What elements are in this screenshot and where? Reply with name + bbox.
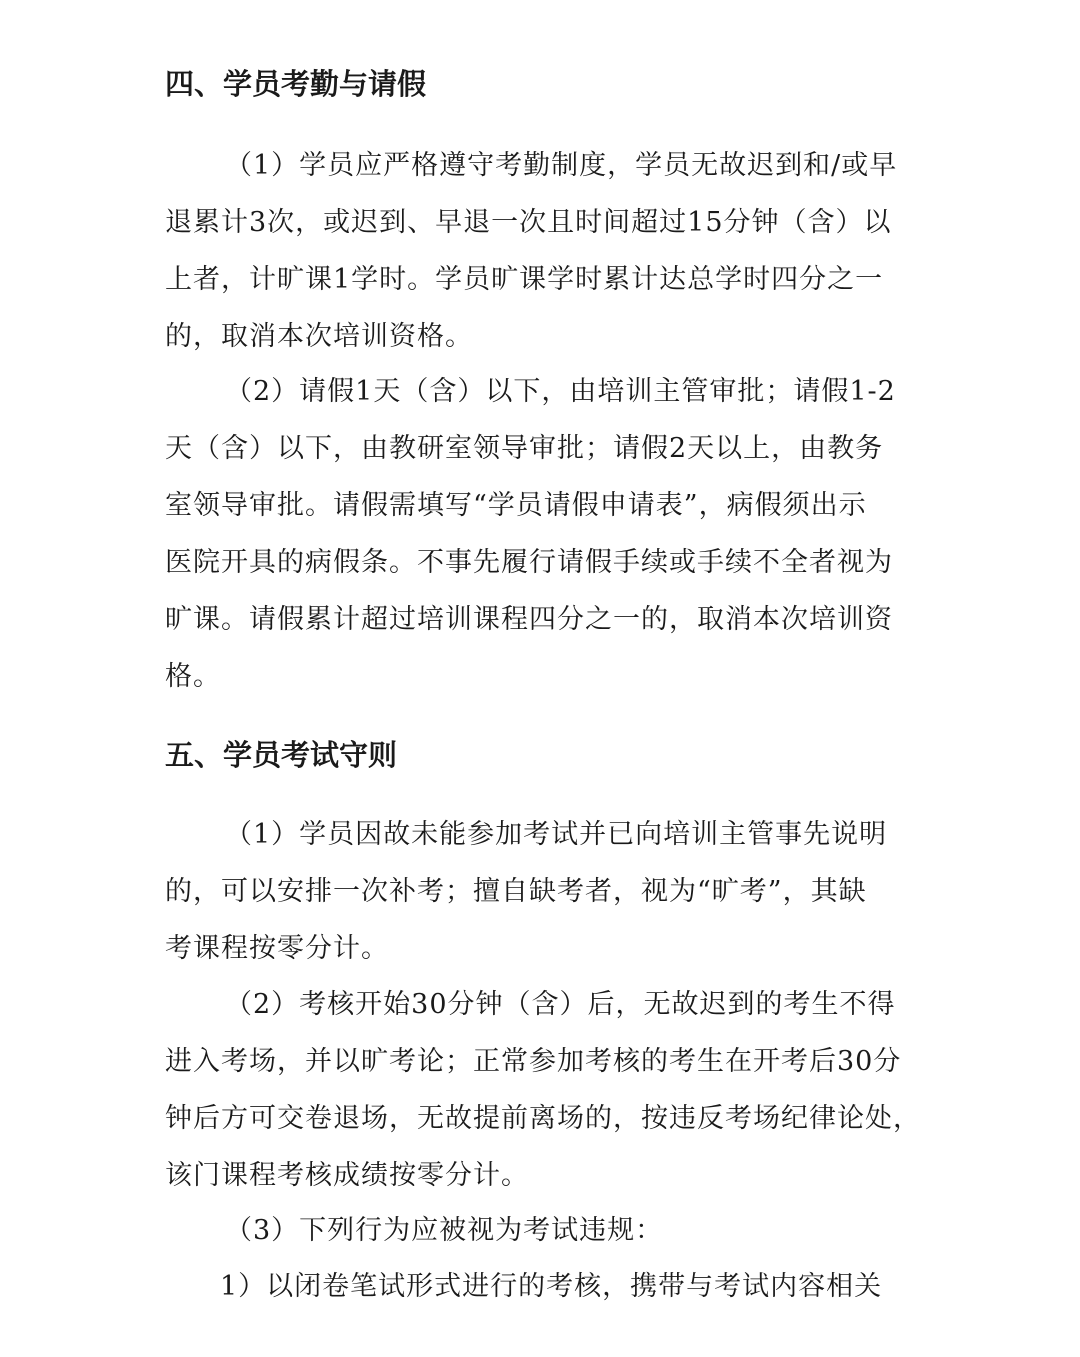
section-5-p2-line-2: 进入考场，并以旷考论；正常参加考核的考生在开考后30分 xyxy=(165,1046,902,1077)
section-5-p2-line-3: 钟后方可交卷退场，无故提前离场的，按违反考场纪律论处， xyxy=(165,1103,921,1134)
section-4-p2-line-5: 旷课。请假累计超过培训课程四分之一的，取消本次培训资 xyxy=(165,604,893,635)
section-5-p2-line-1: （2）考核开始30分钟（含）后，无故迟到的考生不得 xyxy=(225,989,896,1020)
section-5-p2-line-4: 该门课程考核成绩按零分计。 xyxy=(165,1160,529,1191)
section-5-heading: 五、学员考试守则 xyxy=(165,738,398,772)
section-4-p2-line-3: 室领导审批。请假需填写“学员请假申请表”，病假须出示 xyxy=(165,490,867,521)
section-4-p1-line-1: （1）学员应严格遵守考勤制度，学员无故迟到和/或早 xyxy=(225,150,898,181)
section-5-item1-line-1: 1）以闭卷笔试形式进行的考核，携带与考试内容相关 xyxy=(220,1271,883,1302)
section-5-p1-line-3: 考课程按零分计。 xyxy=(165,933,389,964)
section-4-p2-line-4: 医院开具的病假条。不事先履行请假手续或手续不全者视为 xyxy=(165,547,893,578)
section-4-p2-line-2: 天（含）以下，由教研室领导审批；请假2天以上，由教务 xyxy=(165,433,884,464)
section-5-p3-line-1: （3）下列行为应被视为考试违规： xyxy=(225,1215,664,1246)
section-4-p1-line-3: 上者，计旷课1学时。学员旷课学时累计达总学时四分之一 xyxy=(165,264,884,295)
section-5-p1-line-1: （1）学员因故未能参加考试并已向培训主管事先说明 xyxy=(225,819,888,850)
section-4-heading: 四、学员考勤与请假 xyxy=(165,67,427,101)
section-5-p1-line-2: 的，可以安排一次补考；擅自缺考者，视为“旷考”，其缺 xyxy=(165,876,867,907)
section-4-p2-line-6: 格。 xyxy=(165,661,221,692)
section-4-p2-line-1: （2）请假1天（含）以下，由培训主管审批；请假1-2 xyxy=(225,376,896,407)
section-4-p1-line-4: 的，取消本次培训资格。 xyxy=(165,321,473,352)
section-4-p1-line-2: 退累计3次，或迟到、早退一次且时间超过15分钟（含）以 xyxy=(165,207,892,238)
